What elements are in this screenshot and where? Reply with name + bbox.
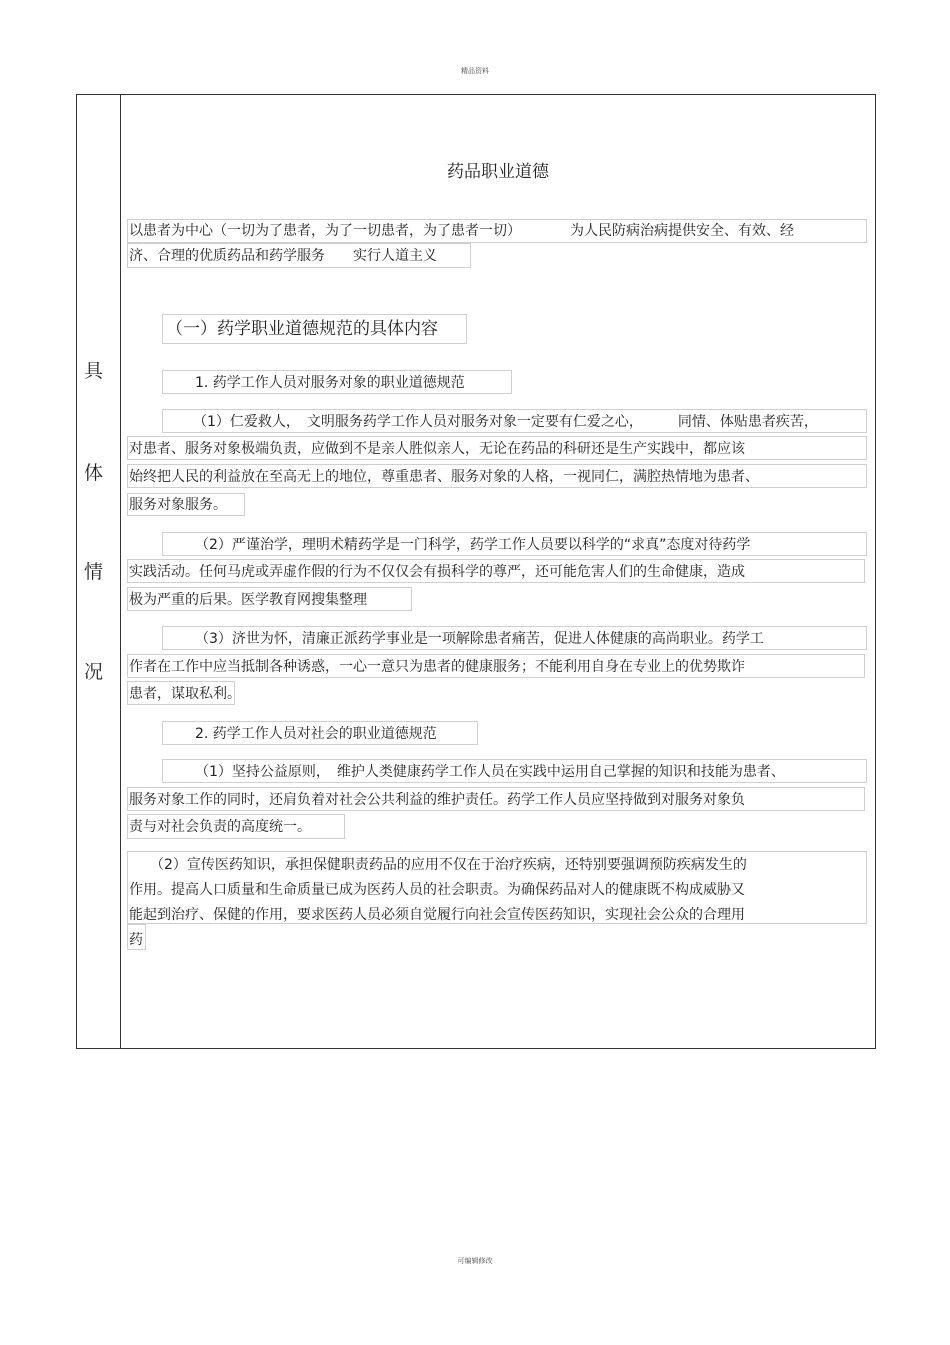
paragraph-line: （2）宣传医药知识，承担保健职责药品的应用不仅在于治疗疾病，还特别要强调预防疾病发生的 <box>150 857 747 873</box>
paragraph-line: （2）严谨治学，理明术精药学是一门科学，药学工作人员要以科学的“求真”态度对待药学 <box>195 537 751 553</box>
page-header: 精品资料 <box>461 67 489 75</box>
paragraph-line: 对患者、服务对象极端负责，应做到不是亲人胜似亲人，无论在药品的科研还是生产实践中，都应该 <box>129 441 745 457</box>
intro-line: 以患者为中心（一切为了患者，为了一切患者，为了患者一切） 为人民防病治病提供安全、有效、经 <box>129 223 794 239</box>
document-title: 药品职业道德 <box>447 162 549 182</box>
paragraph-line: 作用。提高人口质量和生命质量已成为医药人员的社会职责。为确保药品对人的健康既不构成威胁又 <box>129 882 745 898</box>
paragraph-line: 服务对象工作的同时，还肩负着对社会公共利益的维护责任。药学工作人员应坚持做到对服务对象负 <box>129 792 745 808</box>
side-label-char: 况 <box>84 661 104 683</box>
section-heading: （一）药学职业道德规范的具体内容 <box>166 319 438 339</box>
paragraph-line: （1）仁爱救人， 文明服务药学工作人员对服务对象一定要有仁爱之心， 同情、体贴患者疾苦， <box>193 414 818 430</box>
paragraph-line: 能起到治疗、保健的作用，要求医药人员必须自觉履行向社会宣传医药知识，实现社会公众的合理用 <box>129 907 745 923</box>
side-label-char: 情 <box>84 561 104 583</box>
intro-line: 济、合理的优质药品和药学服务 实行人道主义 <box>129 248 437 264</box>
paragraph-line: 实践活动。任何马虎或弄虚作假的行为不仅仅会有损科学的尊严，还可能危害人们的生命健康，造成 <box>129 564 745 580</box>
side-label-char: 体 <box>84 462 104 484</box>
paragraph-line: 作者在工作中应当抵制各种诱惑，一心一意只为患者的健康服务；不能利用自身在专业上的优势欺诈 <box>129 659 745 675</box>
paragraph-line: 责与对社会负责的高度统一。 <box>129 819 311 835</box>
paragraph-line: 药 <box>129 932 143 948</box>
paragraph-line: （1）坚持公益原则， 维护人类健康药学工作人员在实践中运用自己掌握的知识和技能为患者、 <box>195 764 785 780</box>
paragraph-line: 始终把人民的利益放在至高无上的地位，尊重患者、服务对象的人格，一视同仁，满腔热情地为患者、 <box>129 469 759 485</box>
column-divider <box>120 94 121 1049</box>
paragraph-line: 极为严重的后果。医学教育网搜集整理 <box>129 592 367 608</box>
page-footer: 可编辑修改 <box>457 1257 493 1265</box>
paragraph-line: （3）济世为怀，清廉正派药学事业是一项解除患者痛苦，促进人体健康的高尚职业。药学工 <box>195 631 764 647</box>
paragraph-line: 患者，谋取私利。 <box>129 686 241 702</box>
side-label-char: 具 <box>84 360 104 382</box>
subheading: 1. 药学工作人员对服务对象的职业道德规范 <box>195 375 465 391</box>
subheading: 2. 药学工作人员对社会的职业道德规范 <box>195 726 437 742</box>
paragraph-line: 服务对象服务。 <box>129 497 227 513</box>
